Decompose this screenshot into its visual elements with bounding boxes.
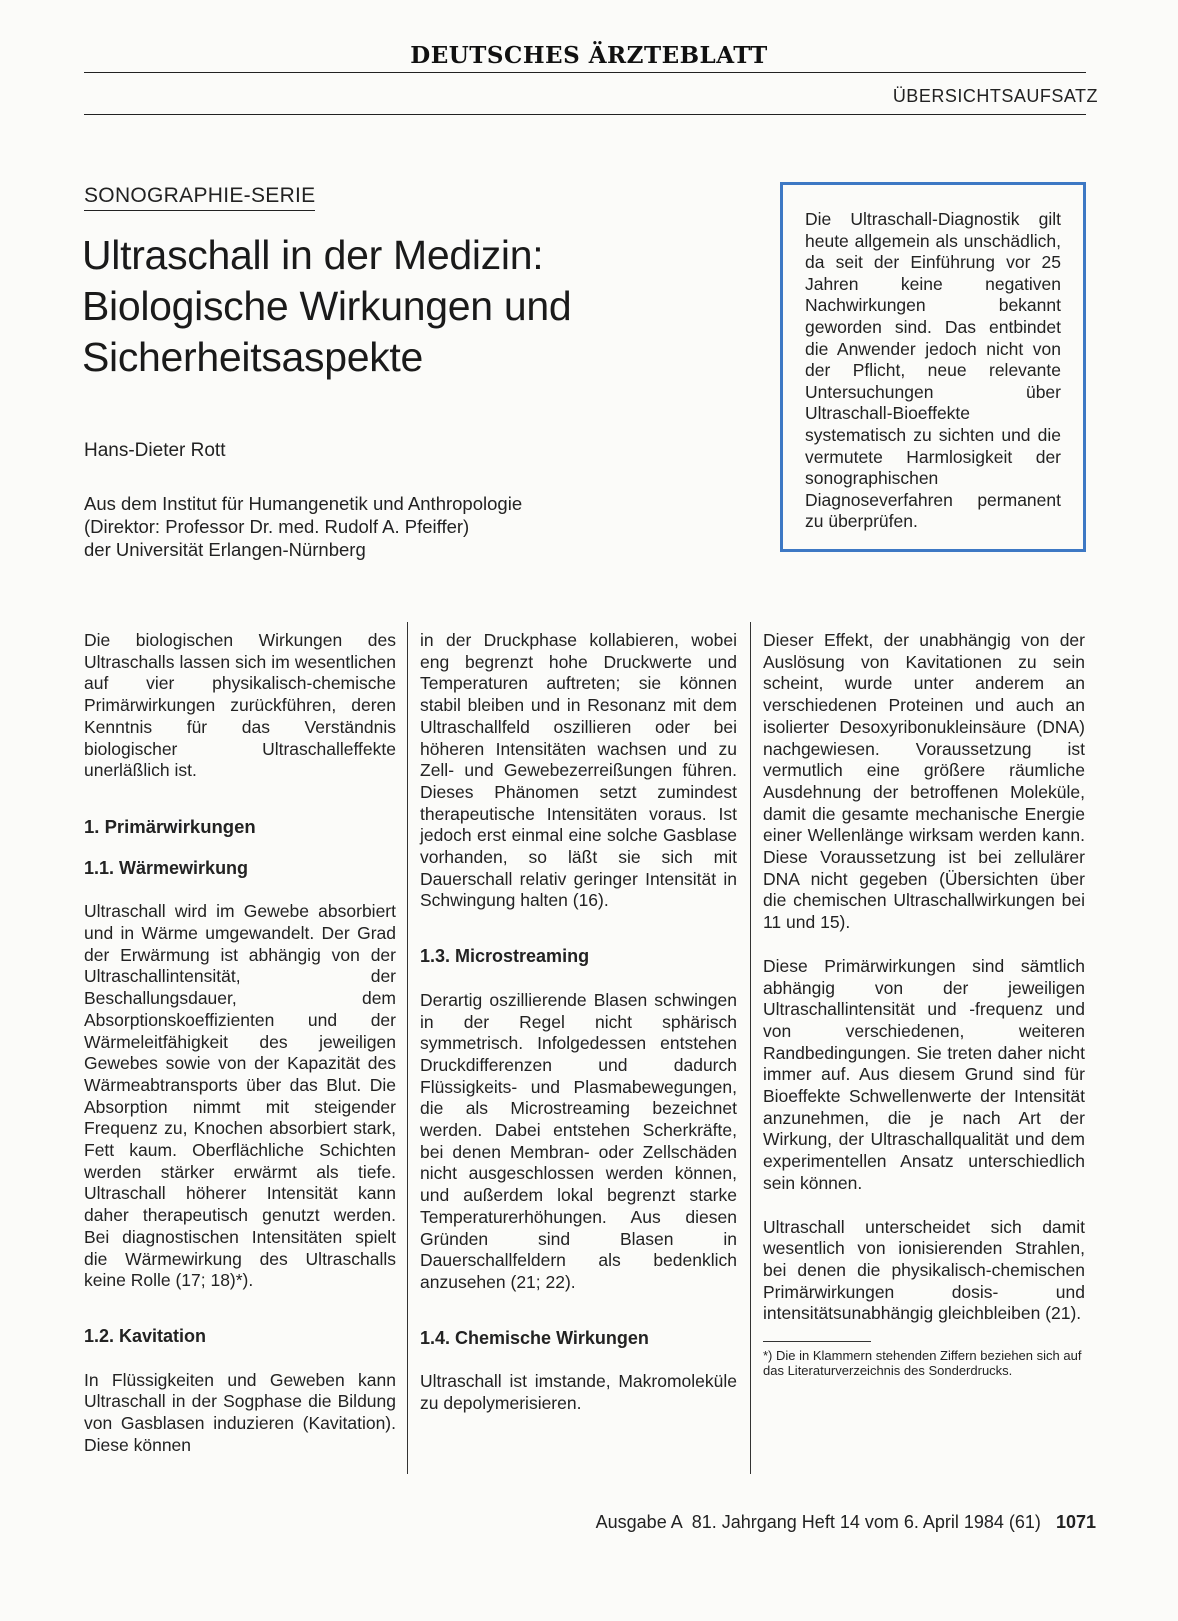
body-column-1 — [84, 630, 396, 1457]
author-affiliation — [84, 492, 644, 561]
body-column-3 — [763, 630, 1085, 1378]
paragraph-kavitation: In Flüssigkeiten und Geweben kann Ultraschall in der Sogphase die Bildung von Gasblasen induzieren (Kavitation). Diese können — [84, 1369, 396, 1455]
affiliation-line: (Direktor: Professor Dr. med. Rudolf A. Pfeiffer) — [84, 516, 470, 537]
affiliation-line: der Universität Erlangen-Nürnberg — [84, 539, 366, 560]
abstract-box — [780, 182, 1086, 552]
title-line: Sicherheitsaspekte — [82, 334, 424, 380]
section-rule — [84, 114, 1086, 115]
heading-kavitation: 1.2. Kavitation — [84, 1325, 207, 1346]
paragraph-chemische-wirkungen: Ultraschall ist imstande, Makromoleküle zu depolymerisieren. — [420, 1371, 737, 1414]
affiliation-line: Aus dem Institut für Humangenetik und Anthropologie — [84, 493, 523, 514]
section-label: ÜBERSICHTSAUFSATZ — [892, 86, 1098, 106]
body-column-2 — [420, 630, 737, 1415]
footnote-rule — [763, 1341, 871, 1342]
heading-waermewirkung: 1.1. Wärmewirkung — [84, 857, 249, 878]
paragraph-chemische-wirkungen-continued: Dieser Effekt, der unabhängig von der Auslösung von Kavitationen zu sein scheint, wurde unter anderem an verschiedenen Proteinen und auch an isolierter Desoxyribonukleinsäure (DNA) nachgewiesen. Voraussetzung ist vermutlich eine größere räumliche Ausdehnung der betroffenen Moleküle, damit die gesamte mechanische Energie einer Wellenlänge wirksam werden kann. Diese Voraussetzung ist bei zellulärer DNA nicht gegeben (Übersichten über die chemischen Ultraschallwirkungen bei 11 und 15). — [763, 630, 1085, 933]
column-divider — [750, 622, 751, 1474]
series-label: SONOGRAPHIE-SERIE — [84, 184, 315, 211]
paragraph-microstreaming: Derartig oszillierende Blasen schwingen in der Regel nicht sphärisch symmetrisch. Infolgedessen entstehen Druckdifferenzen und dadurch Flüssigkeits- und Plasmabewegungen, die als Microstreaming bezeichnet werden. Dabei entstehen Scherkräfte, bei denen Membran- oder Zellschäden nicht ausgeschlossen werden können, und außerdem lokal begrenzt starke Temperaturerhöhungen. Aus diesen Gründen sind Blasen in Dauerschallfeldern als bedenklich anzusehen (21; 22). — [420, 989, 737, 1292]
column-divider — [407, 622, 408, 1474]
article-title — [82, 230, 682, 383]
page-footer — [596, 1512, 1096, 1533]
paragraph-kavitation-continued: in der Druckphase kollabieren, wobei eng begrenzt hohe Druckwerte und Temperaturen auftreten; sie können stabil bleiben und in Resonanz mit dem Ultraschallfeld oszillieren oder bei höheren Intensitäten wachsen und zu Zell- und Gewebezerreißungen führen. Dieses Phänomen setzt zumindest therapeutische Intensitäten voraus. Ist jedoch erst einmal eine solche Gasblase vorhanden, so läßt sie sich mit Dauerschall relativ geringer Intensität in Schwingung halten (16). — [420, 630, 737, 911]
masthead-rule — [84, 72, 1086, 73]
title-line: Ultraschall in der Medizin: — [82, 232, 544, 278]
author-name: Hans-Dieter Rott — [84, 440, 226, 461]
paragraph-summary: Diese Primärwirkungen sind sämtlich abhängig von der jeweiligen Ultraschallintensität und -frequenz und von verschiedenen, weiteren Randbedingungen. Sie treten daher nicht immer auf. Aus diesem Grund sind für Bioeffekte Schwellenwerte der Intensität anzunehmen, die je nach Art der Wirkung, der Ultraschallqualität und dem experimentellen Ansatz unterschiedlich sein können. — [763, 955, 1085, 1193]
title-line: Biologische Wirkungen und — [82, 283, 572, 329]
footnote: *) Die in Klammern stehenden Ziffern beziehen sich auf das Literaturverzeichnis des Sonderdrucks. — [763, 1348, 1082, 1379]
journal-masthead: DEUTSCHES ÄRZTEBLATT — [410, 42, 768, 69]
paragraph-waermewirkung: Ultraschall wird im Gewebe absorbiert und in Wärme umgewandelt. Der Grad der Erwärmung ist abhängig von der Ultraschallintensität, der Beschallungsdauer, dem Absorptionskoeffizienten und der Wärmeleitfähigkeit des jeweiligen Gewebes sowie von der Kapazität des Wärmeabtransports über das Blut. Die Absorption nimmt mit steigender Frequenz zu, Knochen absorbiert stark, Fett kaum. Oberflächliche Schichten werden stärker erwärmt als tiefe. Ultraschall höherer Intensität kann daher therapeutisch genutzt werden. Bei diagnostischen Intensitäten spielt die Wärmewirkung des Ultraschalls keine Rolle (17; 18)*). — [84, 901, 396, 1291]
heading-chemische-wirkungen: 1.4. Chemische Wirkungen — [420, 1327, 649, 1348]
intro-paragraph: Die biologischen Wirkungen des Ultraschalls lassen sich im wesentlichen auf vier physikalisch-chemische Primärwirkungen zurückführen, deren Kenntnis für das Verständnis biologischer Ultraschalleffekte unerläßlich ist. — [84, 630, 396, 781]
paragraph-ionizing-radiation: Ultraschall unterscheidet sich damit wesentlich von ionisierenden Strahlen, bei denen die physikalisch-chemischen Primärwirkungen dosis- und intensitätsunabhängig gleichbleiben (21). — [763, 1216, 1085, 1324]
page-number: 1071 — [1055, 1512, 1096, 1532]
heading-microstreaming: 1.3. Microstreaming — [420, 946, 590, 967]
heading-primaerwirkungen: 1. Primärwirkungen — [84, 815, 256, 837]
abstract-text: Die Ultraschall-Diagnostik gilt heute allgemein als unschädlich, da seit der Einführung vor 25 Jahren keine negativen Nachwirkungen bekannt geworden sind. Das entbindet die Anwender jedoch nicht von der Pflicht, neue relevante Untersuchungen über Ultraschall-Bioeffekte systematisch zu sichten und die vermutete Harmlosigkeit der sonographischen Diagnoseverfahren permanent zu überprüfen. — [805, 209, 1061, 532]
footer-citation: Ausgabe A 81. Jahrgang Heft 14 vom 6. April 1984 (61) — [595, 1512, 1041, 1532]
